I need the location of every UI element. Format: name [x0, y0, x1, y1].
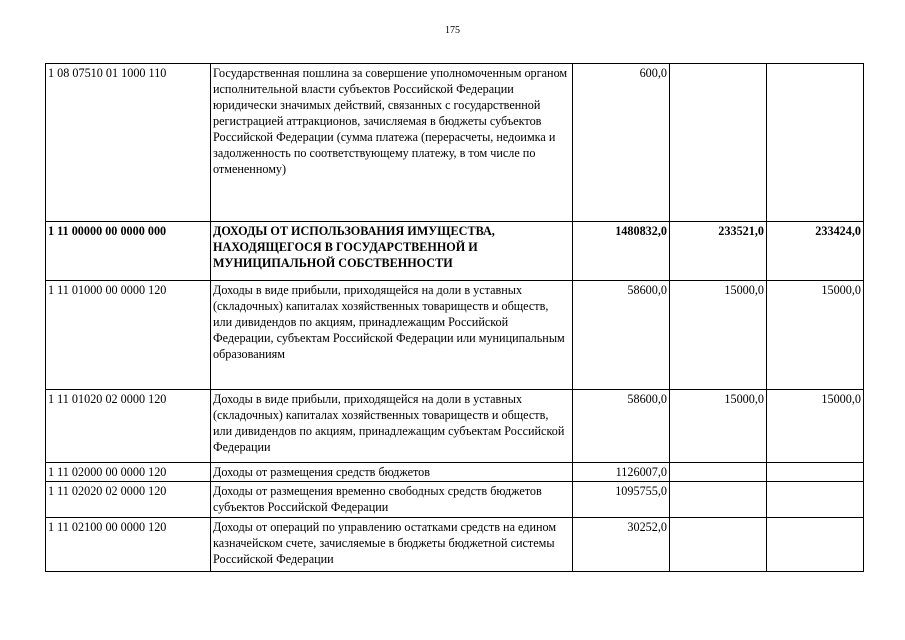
row-description: Доходы от размещения средств бюджетов — [211, 463, 573, 482]
row-value-1: 600,0 — [573, 64, 670, 222]
table-row — [46, 518, 864, 572]
table-row — [46, 390, 864, 463]
row-value-1: 58600,0 — [573, 281, 670, 390]
row-code: 1 11 02100 00 0000 120 — [46, 518, 211, 572]
row-code: 1 11 00000 00 0000 000 — [46, 222, 211, 281]
row-description: Доходы в виде прибыли, приходящейся на доли в уставных (складочных) капиталах хозяйственных товариществ и обществ, или дивидендов по акциям, принадлежащим субъектам Российской Федерации — [211, 390, 573, 463]
row-value-3 — [767, 518, 864, 572]
row-code: 1 11 02020 02 0000 120 — [46, 482, 211, 518]
row-value-2: 15000,0 — [670, 390, 767, 463]
row-code: 1 11 02000 00 0000 120 — [46, 463, 211, 482]
row-value-1: 1480832,0 — [573, 222, 670, 281]
row-description: ДОХОДЫ ОТ ИСПОЛЬЗОВАНИЯ ИМУЩЕСТВА, НАХОДЯЩЕГОСЯ В ГОСУДАРСТВЕННОЙ И МУНИЦИПАЛЬНОЙ СОБСТВЕННОСТИ — [211, 222, 573, 281]
row-description: Доходы от размещения временно свободных средств бюджетов субъектов Российской Федерации — [211, 482, 573, 518]
row-value-2: 233521,0 — [670, 222, 767, 281]
row-value-1: 30252,0 — [573, 518, 670, 572]
row-value-2 — [670, 64, 767, 222]
table-row — [46, 463, 864, 482]
row-value-1: 1126007,0 — [573, 463, 670, 482]
row-description: Государственная пошлина за совершение уполномоченным органом исполнительной власти субъектов Российской Федерации юридически значимых действий, связанных с государственной регистрацией аттракционов, зачисляемая в бюджеты субъектов Российской Федерации (сумма платежа (перерасчеты, недоимка и задолженность по соответствующему платежу, в том числе по отмененному) — [211, 64, 573, 222]
revenue-table — [45, 63, 864, 572]
row-value-2: 15000,0 — [670, 281, 767, 390]
row-value-2 — [670, 463, 767, 482]
row-value-3 — [767, 64, 864, 222]
row-value-1: 58600,0 — [573, 390, 670, 463]
row-value-2 — [670, 482, 767, 518]
row-code: 1 11 01000 00 0000 120 — [46, 281, 211, 390]
row-value-3: 233424,0 — [767, 222, 864, 281]
row-value-3: 15000,0 — [767, 390, 864, 463]
row-code: 1 11 01020 02 0000 120 — [46, 390, 211, 463]
row-value-1: 1095755,0 — [573, 482, 670, 518]
row-code: 1 08 07510 01 1000 110 — [46, 64, 211, 222]
row-description: Доходы в виде прибыли, приходящейся на доли в уставных (складочных) капиталах хозяйственных товариществ и обществ, или дивидендов по акциям, принадлежащим Российской Федерации, субъектам Российской Федерации или муниципальным образованиям — [211, 281, 573, 390]
row-value-3 — [767, 482, 864, 518]
table-row — [46, 222, 864, 281]
row-value-3 — [767, 463, 864, 482]
row-description: Доходы от операций по управлению остатками средств на едином казначейском счете, зачисляемые в бюджеты бюджетной системы Российской Федерации — [211, 518, 573, 572]
table-row — [46, 482, 864, 518]
page-number: 175 — [445, 25, 460, 36]
table-row — [46, 281, 864, 390]
row-value-3: 15000,0 — [767, 281, 864, 390]
table-row — [46, 64, 864, 222]
row-value-2 — [670, 518, 767, 572]
